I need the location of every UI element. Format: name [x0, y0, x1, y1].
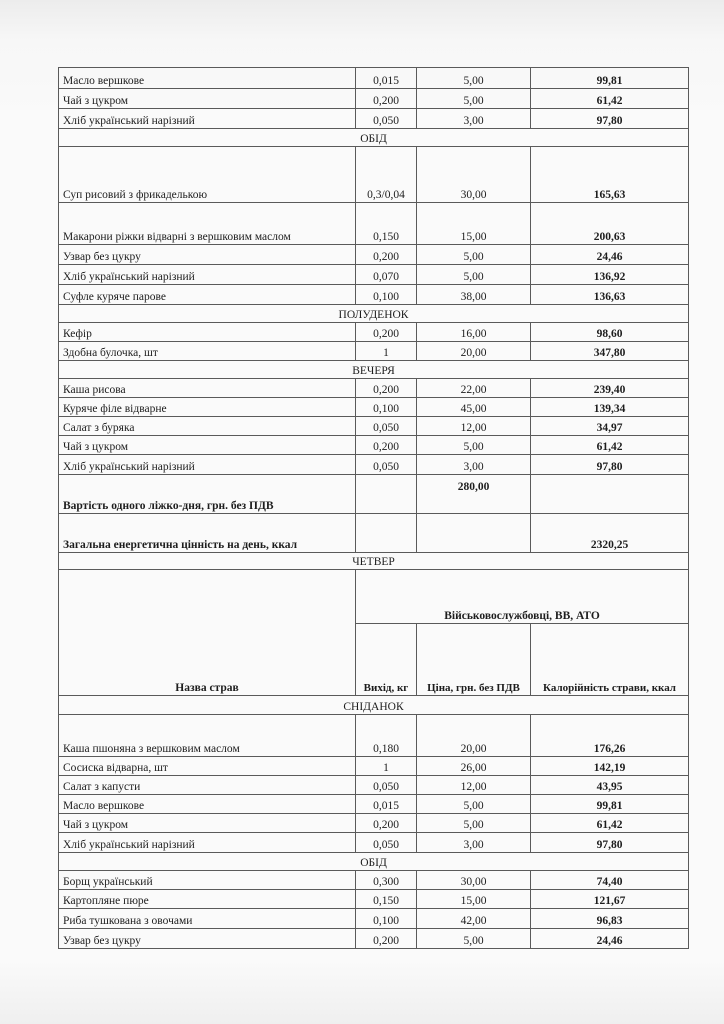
section-label: ОБІД — [59, 129, 689, 147]
table-row — [59, 776, 689, 795]
dish-price: 15,00 — [417, 890, 531, 909]
dish-kcal: 136,63 — [531, 285, 689, 305]
dish-kcal: 121,67 — [531, 890, 689, 909]
dish-price: 30,00 — [417, 147, 531, 203]
dish-output: 0,100 — [356, 909, 417, 929]
section-row-snack — [59, 305, 689, 323]
dish-output: 0,200 — [356, 814, 417, 833]
dish-price: 38,00 — [417, 285, 531, 305]
dish-kcal: 61,42 — [531, 89, 689, 109]
table-row — [59, 757, 689, 776]
dish-output: 0,300 — [356, 871, 417, 890]
dish-output: 0,150 — [356, 890, 417, 909]
total-cost-value: 280,00 — [417, 475, 531, 514]
column-header-group: Військовослужбовці, ВВ, АТО — [356, 570, 689, 624]
dish-output: 1 — [356, 757, 417, 776]
dish-kcal: 96,83 — [531, 909, 689, 929]
total-energy-row — [59, 514, 689, 553]
dish-output: 0,100 — [356, 285, 417, 305]
dish-name: Чай з цукром — [59, 89, 356, 109]
dish-output: 0,050 — [356, 417, 417, 436]
dish-name: Чай з цукром — [59, 436, 356, 455]
dish-price: 45,00 — [417, 398, 531, 417]
table-row — [59, 147, 689, 203]
dish-price: 12,00 — [417, 776, 531, 795]
table-row — [59, 795, 689, 814]
dish-price: 26,00 — [417, 757, 531, 776]
dish-kcal: 97,80 — [531, 455, 689, 475]
table-row — [59, 265, 689, 285]
dish-output: 0,070 — [356, 265, 417, 285]
section-label: ОБІД — [59, 853, 689, 871]
dish-name: Чай з цукром — [59, 814, 356, 833]
dish-name: Суфле куряче парове — [59, 285, 356, 305]
dish-output: 0,015 — [356, 68, 417, 89]
dish-kcal: 24,46 — [531, 245, 689, 265]
table-row — [59, 833, 689, 853]
dish-kcal: 43,95 — [531, 776, 689, 795]
section-row-lunch — [59, 129, 689, 147]
dish-output: 0,200 — [356, 379, 417, 398]
section-label: ПОЛУДЕНОК — [59, 305, 689, 323]
menu-table — [58, 67, 689, 949]
dish-output: 0,100 — [356, 398, 417, 417]
dish-name: Масло вершкове — [59, 795, 356, 814]
total-cost-label: Вартість одного ліжко-дня, грн. без ПДВ — [59, 475, 356, 514]
column-header-price: Ціна, грн. без ПДВ — [417, 624, 531, 696]
dish-kcal: 165,63 — [531, 147, 689, 203]
dish-kcal: 99,81 — [531, 68, 689, 89]
table-row — [59, 379, 689, 398]
dish-name: Хліб український нарізний — [59, 109, 356, 129]
dish-name: Каша пшоняна з вершковим маслом — [59, 715, 356, 757]
dish-name: Борщ український — [59, 871, 356, 890]
dish-name: Макарони ріжки відварні з вершковим маслом — [59, 203, 356, 245]
column-header-name: Назва страв — [59, 570, 356, 696]
dish-kcal: 97,80 — [531, 833, 689, 853]
table-row — [59, 814, 689, 833]
dish-price: 15,00 — [417, 203, 531, 245]
dish-price: 5,00 — [417, 436, 531, 455]
dish-output: 0,200 — [356, 323, 417, 342]
dish-price: 5,00 — [417, 245, 531, 265]
section-row-lunch — [59, 853, 689, 871]
dish-kcal: 347,80 — [531, 342, 689, 361]
table-row — [59, 109, 689, 129]
dish-price: 3,00 — [417, 833, 531, 853]
total-energy-value: 2320,25 — [531, 514, 689, 553]
table-row — [59, 342, 689, 361]
dish-output: 0,050 — [356, 455, 417, 475]
dish-name: Салат з капусти — [59, 776, 356, 795]
table-row — [59, 871, 689, 890]
dish-kcal: 61,42 — [531, 814, 689, 833]
dish-kcal: 24,46 — [531, 929, 689, 949]
dish-kcal: 176,26 — [531, 715, 689, 757]
table-row — [59, 929, 689, 949]
dish-output: 0,200 — [356, 89, 417, 109]
dish-output: 0,3/0,04 — [356, 147, 417, 203]
dish-name: Суп рисовий з фрикаделькою — [59, 147, 356, 203]
day-row-thursday — [59, 553, 689, 570]
table-row — [59, 890, 689, 909]
table-row — [59, 436, 689, 455]
table-row — [59, 245, 689, 265]
dish-name: Хліб український нарізний — [59, 265, 356, 285]
dish-price: 16,00 — [417, 323, 531, 342]
dish-kcal: 99,81 — [531, 795, 689, 814]
dish-output: 0,180 — [356, 715, 417, 757]
table-row — [59, 398, 689, 417]
table-row — [59, 89, 689, 109]
dish-kcal: 200,63 — [531, 203, 689, 245]
dish-output: 0,050 — [356, 109, 417, 129]
table-row — [59, 203, 689, 245]
empty-cell — [356, 514, 417, 553]
dish-output: 0,200 — [356, 929, 417, 949]
dish-name: Узвар без цукру — [59, 245, 356, 265]
dish-kcal: 139,34 — [531, 398, 689, 417]
section-row-breakfast — [59, 696, 689, 715]
dish-price: 12,00 — [417, 417, 531, 436]
dish-price: 5,00 — [417, 795, 531, 814]
empty-cell — [531, 475, 689, 514]
dish-price: 22,00 — [417, 379, 531, 398]
table-row — [59, 285, 689, 305]
dish-output: 0,050 — [356, 776, 417, 795]
dish-kcal: 142,19 — [531, 757, 689, 776]
column-header-calories: Калорійність страви, ккал — [531, 624, 689, 696]
dish-price: 5,00 — [417, 89, 531, 109]
dish-name: Масло вершкове — [59, 68, 356, 89]
dish-output: 0,200 — [356, 436, 417, 455]
dish-kcal: 98,60 — [531, 323, 689, 342]
dish-price: 30,00 — [417, 871, 531, 890]
total-energy-label: Загальна енергетична цінність на день, ккал — [59, 514, 356, 553]
dish-price: 5,00 — [417, 265, 531, 285]
dish-name: Хліб український нарізний — [59, 833, 356, 853]
dish-price: 20,00 — [417, 715, 531, 757]
dish-name: Здобна булочка, шт — [59, 342, 356, 361]
dish-name: Салат з буряка — [59, 417, 356, 436]
empty-cell — [356, 475, 417, 514]
table-row — [59, 417, 689, 436]
table-row — [59, 909, 689, 929]
dish-output: 0,050 — [356, 833, 417, 853]
dish-name: Сосиска відварна, шт — [59, 757, 356, 776]
dish-output: 0,150 — [356, 203, 417, 245]
empty-cell — [417, 514, 531, 553]
dish-name: Хліб український нарізний — [59, 455, 356, 475]
dish-kcal: 136,92 — [531, 265, 689, 285]
dish-output: 1 — [356, 342, 417, 361]
dish-name: Риба тушкована з овочами — [59, 909, 356, 929]
dish-price: 3,00 — [417, 109, 531, 129]
dish-price: 5,00 — [417, 68, 531, 89]
dish-name: Картопляне пюре — [59, 890, 356, 909]
day-label: ЧЕТВЕР — [59, 553, 689, 570]
header-row-group — [59, 570, 689, 624]
dish-name: Кефір — [59, 323, 356, 342]
section-row-dinner — [59, 361, 689, 379]
section-label: СНІДАНОК — [59, 696, 689, 715]
table-row — [59, 68, 689, 89]
dish-output: 0,015 — [356, 795, 417, 814]
dish-kcal: 34,97 — [531, 417, 689, 436]
dish-kcal: 74,40 — [531, 871, 689, 890]
dish-name: Каша рисова — [59, 379, 356, 398]
dish-kcal: 239,40 — [531, 379, 689, 398]
dish-price: 42,00 — [417, 909, 531, 929]
dish-name: Узвар без цукру — [59, 929, 356, 949]
dish-kcal: 97,80 — [531, 109, 689, 129]
section-label: ВЕЧЕРЯ — [59, 361, 689, 379]
dish-kcal: 61,42 — [531, 436, 689, 455]
column-header-output: Вихід, кг — [356, 624, 417, 696]
table-row — [59, 455, 689, 475]
dish-price: 5,00 — [417, 814, 531, 833]
total-cost-row — [59, 475, 689, 514]
table-row — [59, 715, 689, 757]
dish-price: 3,00 — [417, 455, 531, 475]
dish-price: 5,00 — [417, 929, 531, 949]
table-row — [59, 323, 689, 342]
dish-price: 20,00 — [417, 342, 531, 361]
dish-output: 0,200 — [356, 245, 417, 265]
dish-name: Куряче філе відварне — [59, 398, 356, 417]
